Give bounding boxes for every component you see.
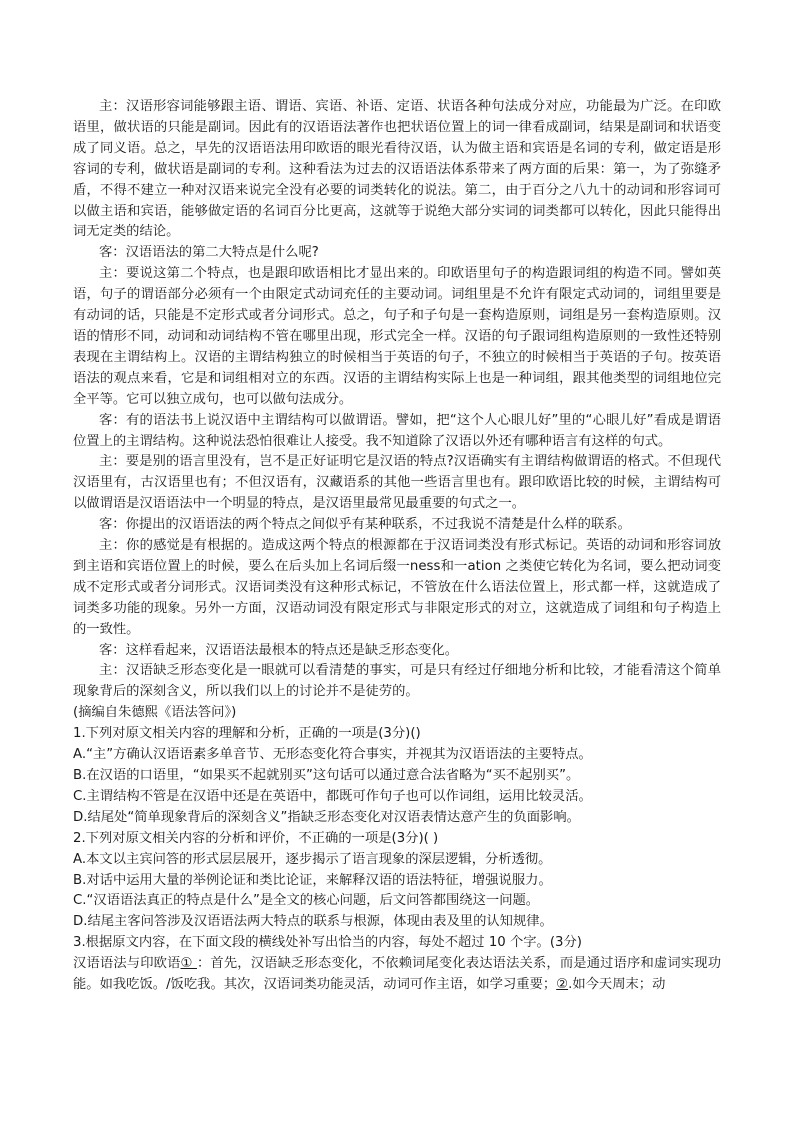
question-stem: 3.根据原文内容，在下面文段的横线处补写出恰当的内容，每处不超过 10 个字。(3分): [73, 935, 582, 951]
answer-blank-2: ②: [556, 977, 569, 993]
dialogue-paragraph: 主：要说这第二个特点，也是跟印欧语相比才显出来的。印欧语里句子的构造跟词组的构造不同。譬如英语，句子的谓语部分必须有一个由限定式动词充任的主要动词。词组里是不允许有限定式动词的，词组里要是有动词的话，只能是不定形式或者分词形式。总之，句子和子句是一套构造原则，词组是另一套构造原则。汉语的情形不同，动词和动词结构不管在哪里出现，形式完全一样。汉语的句子跟词组构造原则的一致性还特别表现在主谓结构上。汉语的主谓结构独立的时候相当于英语的句子，不独立的时候相当于英语的子句。按英语语法的观点来看，它是和词组相对立的东西。汉语的主谓结构实际上也是一种词组，跟其他类型的词组地位完全平等。它可以独立成句，也可以做句法成分。: [73, 266, 721, 407]
dialogue-paragraph: 客：汉语语法的第二大特点是什么呢?: [99, 245, 319, 261]
fill-in-passage: [73, 954, 721, 996]
passage-text: ：首先，汉语缺乏形态变化，不依赖词尾变化表达语法关系，而是通过语序和虚词实现功能。如我吃饭。/饭吃我。其次，汉语词类功能灵活，动词可作主语，如学习重要；: [73, 956, 722, 993]
question-2: [73, 829, 721, 934]
passage-text: .如今天周末；动: [568, 977, 666, 993]
option-c: C.“汉语语法真正的特点是什么”是全文的核心问题，后文问答都围绕这一问题。: [73, 893, 540, 909]
option-b: B.对话中运用大量的举例论证和类比论证，来解释汉语的语法特征，增强说服力。: [73, 872, 552, 888]
source-citation: (摘编自朱德熙《语法答问》): [73, 705, 237, 721]
answer-blank-1: ①: [180, 956, 197, 972]
option-b: B.在汉语的口语里，“如果买不起就别买”这句话可以通过意合法省略为“买不起别买”。: [73, 768, 580, 783]
dialogue-paragraph: 主：汉语形容词能够跟主语、谓语、宾语、补语、定语、状语各种句法成分对应，功能最为广泛。在印欧语里，做状语的只能是副词。因此有的汉语语法著作也把状语位置上的词一律看成副词，结果是副词和状语变成了同义语。总之，早先的汉语语法用印欧语的眼光看待汉语，认为做主语和宾语是名词的专利，做定语是形容词的专利，做状语是副词的专利。这种看法为过去的汉语语法体系带来了两方面的后果：第一，为了弥缝矛盾，不得不建立一种对汉语来说完全没有必要的词类转化的说法。第二，由于百分之八九十的动词和形容词可以做主语和宾语，能够做定语的名词百分比更高，这就等于说绝大部分实词的词类都可以转化，因此只能得出词无定类的结论。: [73, 99, 721, 240]
dialogue-paragraph: 客：你提出的汉语语法的两个特点之间似乎有某种联系，不过我说不清楚是什么样的联系。: [99, 517, 631, 533]
document-page: [73, 97, 721, 996]
question-1: [73, 724, 721, 829]
option-a: A.本文以主宾问答的形式层层展开，逐步揭示了语言现象的深层逻辑，分析透彻。: [73, 851, 552, 867]
question-stem: 1.下列对原文相关内容的理解和分析，正确的一项是(3分)(): [73, 726, 421, 742]
dialogue-paragraph: 主：要是别的语言里没有，岂不是正好证明它是汉语的特点?汉语确实有主谓结构做谓语的格式。不但现代汉语里有，古汉语里也有；不但汉语有，汉藏语系的其他一些语言里也有。跟印欧语比较的时候，主谓结构可以做谓语是汉语语法中一个明显的特点，是汉语里最常见最重要的句式之一。: [73, 454, 721, 512]
question-stem: 2.下列对原文相关内容的分析和评价，不正确的一项是(3分)( ): [73, 830, 439, 846]
option-c: C.主谓结构不管是在汉语中还是在英语中，都既可作句子也可以作词组，运用比较灵活。: [73, 788, 592, 804]
option-d: D.结尾主客问答涉及汉语语法两大特点的联系与根源，体现由表及里的认知规律。: [73, 914, 553, 930]
dialogue-paragraph: 客：有的语法书上说汉语中主谓结构可以做谓语。譬如，把“这个人心眼儿好”里的“心眼儿好”看成是谓语位置上的主谓结构。这种说法恐怕很难让人接受。我不知道除了汉语以外还有哪种语言有这样的句式。: [73, 412, 721, 449]
dialogue-paragraph: 主：汉语缺乏形态变化是一眼就可以看清楚的事实，可是只有经过仔细地分析和比较，才能看清这个简单现象背后的深刻含义，所以我们以上的讨论并不是徒劳的。: [73, 663, 721, 700]
option-a: A.“主”方确认汉语语素多单音节、无形态变化符合事实，并视其为汉语语法的主要特点。: [73, 747, 592, 763]
question-3: [73, 933, 721, 996]
dialogue-paragraph: 主：你的感觉是有根据的。造成这两个特点的根源都在于汉语词类没有形式标记。英语的动词和形容词放到主语和宾语位置上的时候，要么在后头加上名词后缀一ness和一ation 之类使它转化为名词，要么把动词变成不定形式或者分词形式。汉语词类没有这种形式标记，不管放在什么语法位置上，形式都一样，这就造成了词类多功能的现象。另外一方面，汉语动词没有限定形式与非限定形式的对立，这就造成了词组和句子构造上的一致性。: [73, 538, 721, 637]
dialogue-paragraph: 客：这样看起来，汉语语法最根本的特点还是缺乏形态变化。: [99, 642, 459, 658]
passage-text: 汉语语法与印欧语: [73, 956, 181, 972]
option-d: D.结尾处“简单现象背后的深刻含义”指缺乏形态变化对汉语表情达意产生的负面影响。: [73, 809, 580, 825]
dialogue-section: [73, 97, 721, 703]
